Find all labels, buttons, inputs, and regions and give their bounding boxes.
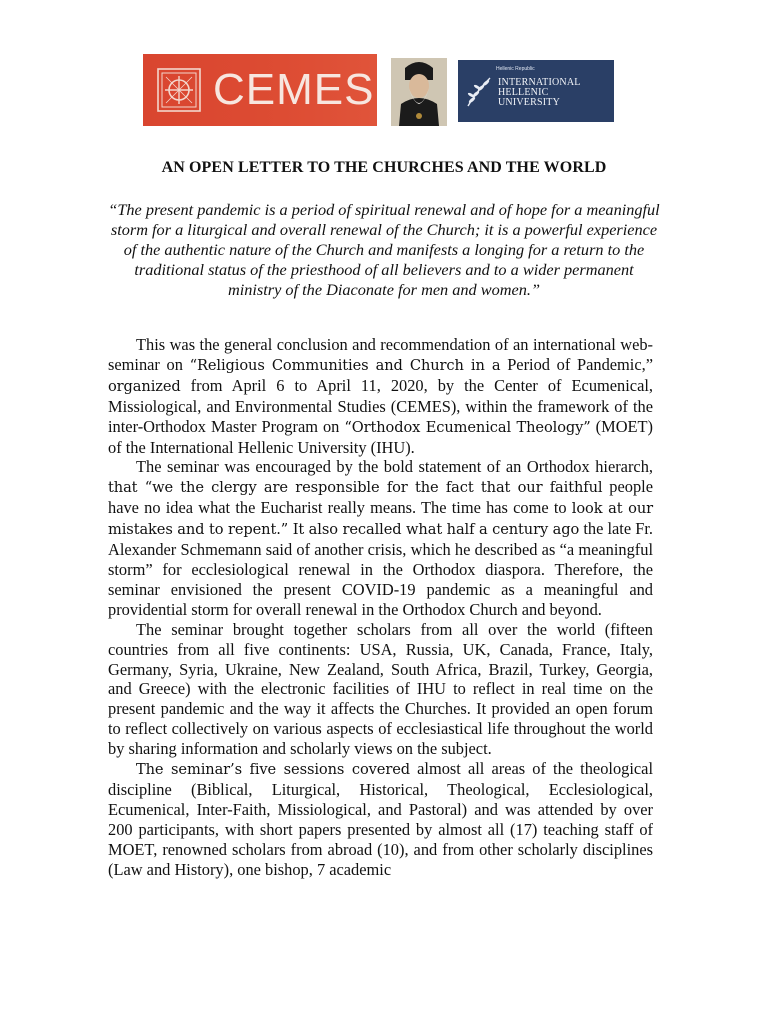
ihu-name bbox=[498, 78, 581, 108]
p2-text-c: people have no idea what the Eucharist really means. The time has come to bbox=[108, 477, 653, 518]
p1-text-g: (MOET) of the International Hellenic University (IHU). bbox=[108, 416, 654, 457]
ihu-subtitle: Hellenic Republic bbox=[496, 66, 535, 72]
ihu-name-line3: UNIVERSITY bbox=[498, 97, 560, 108]
p2-highlight-repent: look at our mistakes and to repent.” It also recalled what half a century ago bbox=[108, 500, 654, 539]
olive-branch-icon bbox=[462, 74, 494, 110]
header-logos bbox=[0, 54, 768, 126]
p2-highlight-clergy: that “we the clergy are responsible for the fact that our faithful bbox=[108, 479, 603, 497]
cemes-emblem-icon bbox=[157, 68, 201, 112]
ihu-name-line1: INTERNATIONAL bbox=[498, 77, 581, 88]
p1-text-a: This was the general conclusion and recommendation of an international web-seminar on bbox=[108, 335, 653, 374]
p1-highlight-organized: organized bbox=[108, 377, 181, 395]
opening-quote: “The present pandemic is a period of spiritual renewal and of hope for a meaningful storm for a liturgical and overall renewal of the Church; it is a powerful experience of the authentic nature of the Church and manifests a longing for a return to the traditional status of the priesthood of all believers and to a wider permanent ministry of the Diaconate for men and women.” bbox=[108, 200, 660, 300]
paragraph-4 bbox=[108, 759, 653, 879]
p1-text-e: from April 6 to April 11, 2020, by the Center of Ecumenical, Missiological, and Environmental Studies (CEMES), within the framework of the inter-Orthodox Master Program on bbox=[108, 375, 653, 436]
p1-highlight-title: “Religious Communities and Church in a bbox=[189, 356, 501, 374]
p1-highlight-program: “Orthodox Ecumenical Theology” bbox=[344, 418, 591, 436]
letter-body bbox=[108, 335, 653, 879]
letter-title: AN OPEN LETTER TO THE CHURCHES AND THE WORLD bbox=[161, 159, 607, 176]
p1-text-c: Period of Pandemic,” bbox=[500, 354, 653, 374]
paragraph-1 bbox=[108, 335, 653, 457]
p2-text-e: the late Fr. Alexander Schmemann said of another crisis, which he described as “a meaningful storm” for ecclesiological renewal in the Orthodox diaspora. Therefore, the seminar envisioned the present COVID-19 pandemic as a meaningful and providential storm for overall renewal in the Orthodox Church and beyond. bbox=[108, 519, 653, 619]
ihu-logo bbox=[458, 60, 614, 122]
hierarch-portrait bbox=[391, 58, 447, 126]
p4-highlight-sessions: The seminar’s five sessions covered bbox=[136, 761, 410, 779]
paragraph-3: The seminar brought together scholars from all over the world (fifteen countries from all five continents: USA, Russia, UK, Canada, France, Italy, Germany, Syria, Ukraine, New Zealand, South Africa, Brazil, Turkey, Georgia, and Greece) with the electronic facilities of IHU to reflect in real time on the present pandemic and the way it affects the Churches. It provided an open forum to reflect collectively on various aspects of ecclesiastical life throughout the world by sharing information and scholarly views on the subject. bbox=[108, 619, 653, 759]
p2-text-a: The seminar was encouraged by the bold statement of an Orthodox hierarch, bbox=[136, 457, 653, 477]
p4-text-b: almost all areas of the theological discipline (Biblical, Liturgical, Historical, Theological, Ecclesiological, Ecumenical, Inter-Faith, Missiological, and Pastoral) and was attended by over 200 participants, with short papers presented by almost all (17) teaching staff of MOET, renowned scholars from abroad (10), and from other scholarly disciplines (Law and History), one bishop, 7 academic bbox=[108, 759, 653, 879]
cemes-logo bbox=[143, 54, 377, 126]
paragraph-2 bbox=[108, 457, 653, 619]
cemes-logo-text: CEMES bbox=[213, 65, 375, 114]
portrait-image bbox=[391, 58, 447, 126]
ihu-name-line2: HELLENIC bbox=[498, 87, 549, 98]
